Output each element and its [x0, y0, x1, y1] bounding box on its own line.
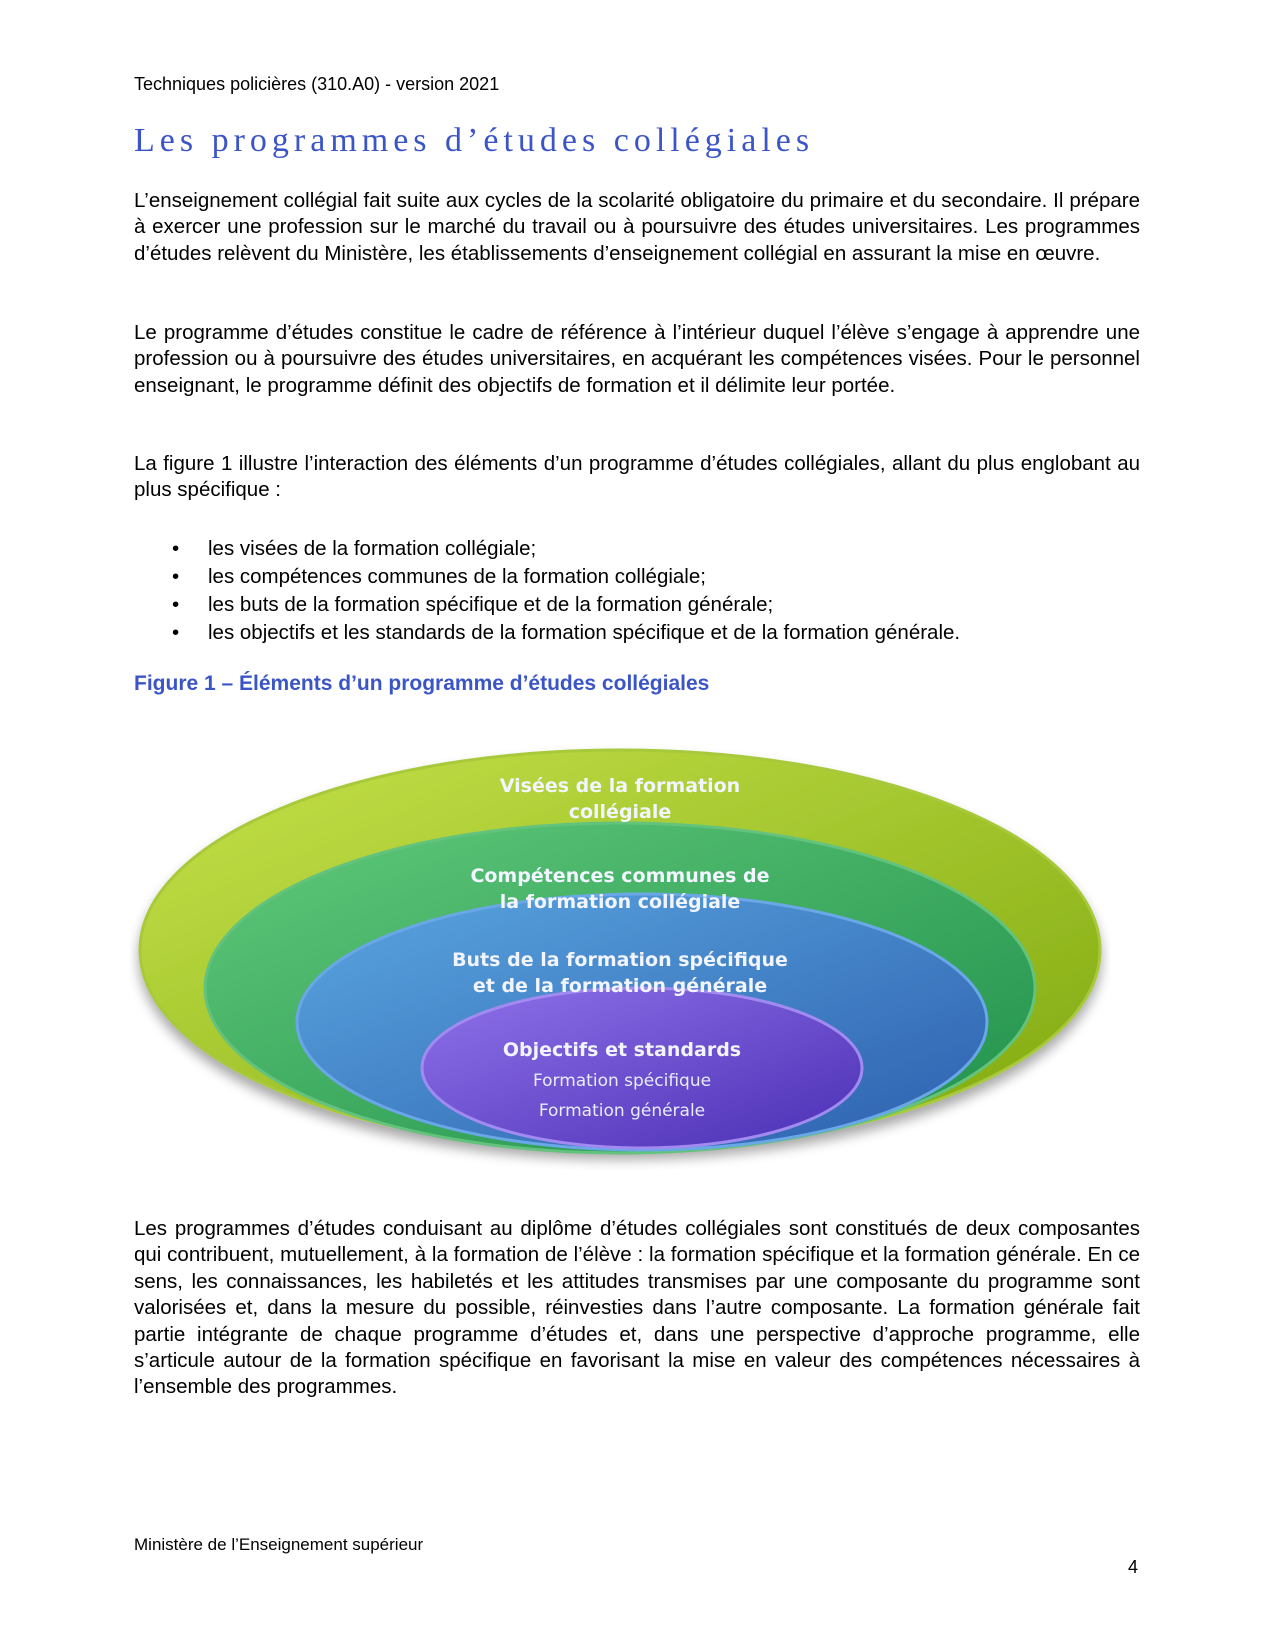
list-item-text: les objectifs et les standards de la formation spécifique et de la formation générale.	[208, 621, 961, 644]
ring-label: la formation collégiale	[499, 891, 741, 913]
nested-ellipse-diagram	[130, 730, 1110, 1170]
paragraph-components: Les programmes d’études conduisant au diplôme d’études collégiales sont constitués de deux composantes qui contribuent, mutuellement, à la formation de l’élève : la formation spécifique et la formation générale. En ce sens, les connaissances, les habiletés et les attitudes transmises par une composante du programme sont valorisées et, dans la mesure du possible, réinvesties dans l’autre composante. La formation générale fait partie intégrante de chaque programme d’études et, dans une perspective d’approche programme, elle s’articule autour de la formation spécifique en favorisant la mise en valeur des compétences nécessaires à l’ensemble des programmes.	[134, 1217, 1140, 1399]
page-number: 4	[1128, 1557, 1139, 1577]
list-item-text: les compétences communes de la formation collégiale;	[208, 565, 706, 588]
bullet-icon: •	[172, 565, 180, 588]
list-item	[134, 619, 960, 647]
ring-label: et de la formation générale	[472, 975, 768, 997]
ring-label: Buts de la formation spécifique	[452, 949, 788, 971]
list-item	[134, 591, 960, 619]
ring-label: Objectifs et standards	[502, 1039, 742, 1061]
bullet-icon: •	[172, 621, 180, 644]
element-list	[134, 535, 960, 647]
paragraph-intro: L’enseignement collégial fait suite aux cycles de la scolarité obligatoire du primaire et du secondaire. Il prépare à exercer une profession sur le marché du travail ou à poursuivre des études universitaires. Les programmes d’études relèvent du Ministère, les établissements d’enseignement collégial en assurant la mise en œuvre.	[134, 189, 1140, 265]
bullet-icon: •	[172, 537, 180, 560]
list-item	[134, 563, 960, 591]
ring-label: Compétences communes de	[470, 865, 770, 887]
page-title: Les programmes d’études collégiales	[134, 122, 815, 159]
paragraph-program-framework: Le programme d’études constitue le cadre de référence à l’intérieur duquel l’élève s’engage à apprendre une profession ou à poursuivre des études universitaires, en acquérant les compétences visées. Pour le personnel enseignant, le programme définit des objectifs de formation et il délimite leur portée.	[134, 321, 1140, 397]
running-header: Techniques policières (310.A0) - version 2021	[134, 74, 500, 94]
ring-objectifs	[422, 988, 862, 1148]
paragraph-figure-intro: La figure 1 illustre l’interaction des éléments d’un programme d’études collégiales, allant du plus englobant au plus spécifique :	[134, 452, 1140, 502]
list-item-text: les visées de la formation collégiale;	[208, 537, 537, 560]
ring-sublabel: Formation spécifique	[532, 1071, 712, 1091]
ring-sublabel: Formation générale	[538, 1101, 706, 1121]
list-item	[134, 535, 960, 563]
footer-ministry: Ministère de l’Enseignement supérieur	[134, 1535, 424, 1554]
ring-label: Visées de la formation	[499, 775, 741, 797]
ring-label: collégiale	[568, 801, 672, 823]
bullet-icon: •	[172, 593, 180, 616]
figure-caption: Figure 1 – Éléments d’un programme d’études collégiales	[134, 672, 710, 695]
list-item-text: les buts de la formation spécifique et de la formation générale;	[208, 593, 774, 616]
